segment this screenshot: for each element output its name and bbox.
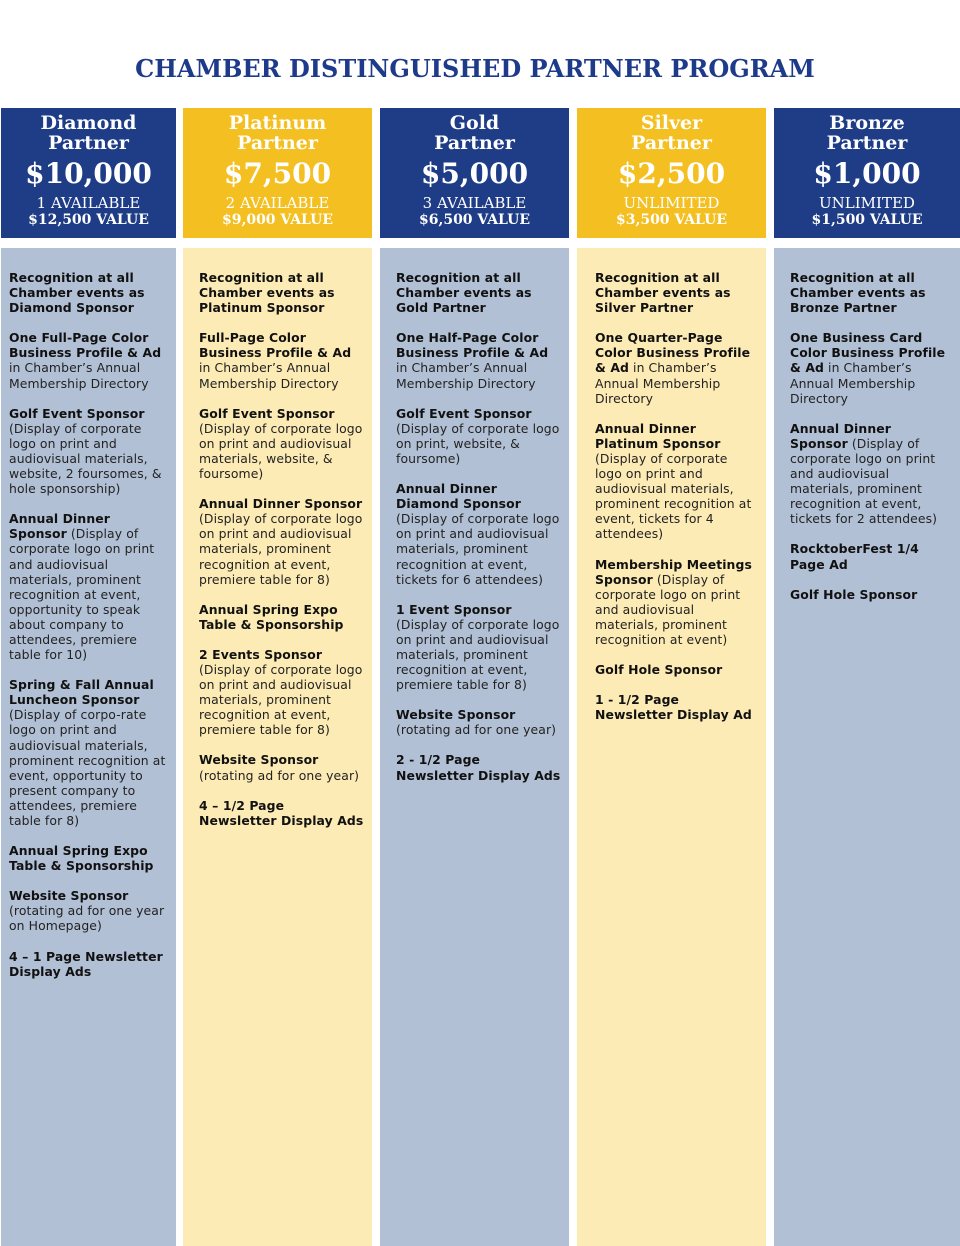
benefit-item [9, 406, 168, 497]
benefit-item [790, 541, 952, 571]
tier-price: $7,500 [223, 157, 332, 190]
tier-header [183, 108, 372, 238]
benefit-item [396, 707, 561, 737]
tier-header [1, 108, 176, 238]
benefit-item [396, 406, 561, 466]
tier-name: Platinum Partner [228, 112, 327, 154]
benefit-item [199, 647, 364, 738]
benefit-title: 1 Event Sponsor [396, 601, 512, 617]
tier-benefits [380, 248, 569, 1246]
benefit-detail: (rotating ad for one year) [396, 722, 557, 738]
benefit-title: Annual Spring Expo Table & Sponsorship [199, 601, 344, 632]
tier-value: $12,500 VALUE [28, 212, 149, 228]
benefit-item [790, 421, 952, 527]
benefit-item [9, 843, 168, 873]
benefit-item [595, 662, 758, 677]
tier-header [380, 108, 569, 238]
page-title: CHAMBER DISTINGUISHED PARTNER PROGRAM [135, 54, 815, 83]
tier-price: $5,000 [420, 157, 529, 190]
benefit-detail: (Display of corporate logo on print and audiovisual materials, prominent recognition at event, tickets for 2 attendees) [790, 435, 938, 527]
benefit-detail: (rotating ad for one year) [199, 767, 360, 783]
benefit-title: 1 - 1/2 Page Newsletter Display Ad [595, 692, 752, 723]
benefit-title: Annual Spring Expo Table & Sponsorship [9, 843, 154, 874]
benefit-item [595, 330, 758, 405]
benefit-item [790, 330, 952, 405]
benefit-item [9, 270, 168, 315]
benefit-detail: in Chamber’s Annual Membership Directory [199, 360, 339, 391]
tier-value: $6,500 VALUE [418, 212, 531, 228]
tier-name: Bronze Partner [826, 112, 908, 154]
benefit-title: Golf Hole Sponsor [595, 662, 723, 678]
benefit-title: RocktoberFest 1/4 Page Ad [790, 541, 919, 572]
benefit-title: Golf Event Sponsor [396, 405, 532, 421]
tier-availability: UNLIMITED [623, 194, 720, 212]
benefit-title: Recognition at all Chamber events as Diamond Sponsor [9, 270, 145, 316]
benefit-title: One Half-Page Color Business Profile & Ad [396, 330, 549, 361]
tier-benefits [1, 248, 176, 1246]
benefit-title: Annual Dinner Sponsor [9, 511, 110, 542]
benefit-title: Annual Dinner Sponsor [790, 420, 891, 451]
tier-benefits [577, 248, 766, 1246]
benefit-detail: (Display of corporate logo on print and audiovisual materials, prominent recognition at event, premiere table for 8) [199, 661, 363, 738]
benefit-title: Website Sponsor [396, 707, 516, 723]
benefit-title: One Full-Page Color Business Profile & Ad [9, 330, 162, 361]
benefit-item [595, 692, 758, 722]
tier-benefits [774, 248, 960, 1246]
benefit-item [396, 752, 561, 782]
benefit-detail: in Chamber’s Annual Membership Directory [396, 360, 536, 391]
benefit-item [9, 330, 168, 390]
tier-name: Gold Partner [434, 112, 515, 154]
benefit-detail: (Display of corporate logo on print and audiovisual materials, prominent recognition at event) [595, 571, 741, 647]
benefit-detail: (Display of corporate logo on print and audiovisual materials, prominent recognition at event, premiere table for 8) [396, 616, 560, 693]
tier-column-silver [577, 108, 766, 1246]
benefit-item [199, 270, 364, 315]
benefit-title: Recognition at all Chamber events as Platinum Sponsor [199, 270, 335, 316]
benefit-title: Recognition at all Chamber events as Silver Partner [595, 270, 731, 316]
benefit-title: Annual Dinner Sponsor [199, 496, 363, 512]
benefit-title: Website Sponsor [9, 888, 129, 904]
benefit-item [199, 496, 364, 587]
benefit-item [396, 330, 561, 390]
tier-benefits [183, 248, 372, 1246]
benefit-item [595, 270, 758, 315]
benefit-item [9, 888, 168, 933]
benefit-item [199, 330, 364, 390]
tier-header [577, 108, 766, 238]
benefit-detail: in Chamber’s Annual Membership Directory [595, 360, 721, 406]
benefit-item [790, 270, 952, 315]
benefit-title: Golf Event Sponsor [9, 405, 145, 421]
benefit-detail: (Display of corporate logo on print and audiovisual materials, prominent recognition at event, tickets for 4 attendees) [595, 450, 752, 542]
benefit-title: Annual Dinner Diamond Sponsor [396, 481, 521, 512]
benefit-title: 2 Events Sponsor [199, 646, 323, 662]
benefit-item [9, 949, 168, 979]
benefit-item [9, 677, 168, 828]
tier-price: $10,000 [25, 157, 152, 190]
tier-header [774, 108, 960, 238]
tier-column-platinum [183, 108, 372, 1246]
tier-availability: UNLIMITED [819, 194, 915, 212]
benefit-title: 2 - 1/2 Page Newsletter Display Ads [396, 752, 561, 783]
benefit-detail: (Display of corporate logo on print and audiovisual materials, prominent recognition at event, tickets for 6 attendees) [396, 511, 560, 587]
tier-value: $1,500 VALUE [811, 212, 923, 228]
benefit-title: Recognition at all Chamber events as Bronze Partner [790, 270, 926, 316]
tier-value: $3,500 VALUE [615, 212, 728, 228]
benefit-item [595, 421, 758, 542]
benefit-title: Website Sponsor [199, 752, 319, 768]
tier-name: Diamond Partner [40, 112, 137, 154]
benefit-detail: in Chamber’s Annual Membership Directory [790, 360, 916, 406]
benefit-title: Recognition at all Chamber events as Gold Partner [396, 270, 532, 316]
benefit-title: Full-Page Color Business Profile & Ad [199, 330, 352, 361]
benefit-detail: (Display of corporate logo on print, website, & foursome) [396, 420, 560, 466]
benefit-title: 4 – 1 Page Newsletter Display Ads [9, 948, 163, 979]
benefit-item [9, 511, 168, 662]
benefit-item [396, 602, 561, 693]
benefit-detail: in Chamber’s Annual Membership Directory [9, 360, 149, 391]
benefit-item [199, 602, 364, 632]
benefit-detail: (Display of corporate logo on print and audiovisual materials, website, & foursome) [199, 420, 363, 482]
benefit-title: Golf Event Sponsor [199, 405, 335, 421]
benefit-title: Annual Dinner Platinum Sponsor [595, 420, 721, 451]
tier-name: Silver Partner [631, 112, 712, 154]
benefit-detail: (Display of corpo-rate logo on print and audiovisual materials, prominent recognition at event, opportunity to present company to attendees, premiere table for 8) [9, 707, 166, 828]
benefit-title: Spring & Fall Annual Luncheon Sponsor [9, 677, 154, 708]
benefit-title: One Business Card Color Business Profile & Ad [790, 330, 946, 376]
tier-column-gold [380, 108, 569, 1246]
benefit-title: Golf Hole Sponsor [790, 586, 918, 602]
benefit-title: One Quarter-Page Color Business Profile & Ad [595, 330, 751, 376]
benefit-item [199, 406, 364, 481]
tier-column-bronze [774, 108, 960, 1246]
benefit-detail: (Display of corporate logo on print and audiovisual materials, prominent recognition at event, premiere table for 8) [199, 511, 363, 587]
benefit-item [396, 481, 561, 587]
benefit-title: 4 – 1/2 Page Newsletter Display Ads [199, 797, 364, 828]
benefit-item [199, 798, 364, 828]
benefit-item [199, 752, 364, 782]
benefit-item [790, 587, 952, 602]
tier-availability: 1 AVAILABLE [36, 194, 141, 212]
tier-availability: 2 AVAILABLE [225, 194, 330, 212]
benefit-detail: (rotating ad for one year on Homepage) [9, 903, 165, 934]
benefit-detail: (Display of corporate logo on print and audiovisual materials, prominent recognition at event, opportunity to speak about company to attendees, premiere table for 10) [9, 526, 155, 663]
tier-availability: 3 AVAILABLE [422, 194, 527, 212]
benefit-item [595, 557, 758, 648]
tier-price: $1,000 [813, 157, 921, 190]
benefit-title: Membership Meetings Sponsor [595, 556, 752, 587]
tier-price: $2,500 [617, 157, 726, 190]
tier-column-diamond [1, 108, 176, 1246]
benefit-item [396, 270, 561, 315]
benefit-detail: (Display of corporate logo on print and audiovisual materials, website, 2 foursomes, & hole sponsorship) [9, 420, 162, 497]
tier-value: $9,000 VALUE [221, 212, 334, 228]
